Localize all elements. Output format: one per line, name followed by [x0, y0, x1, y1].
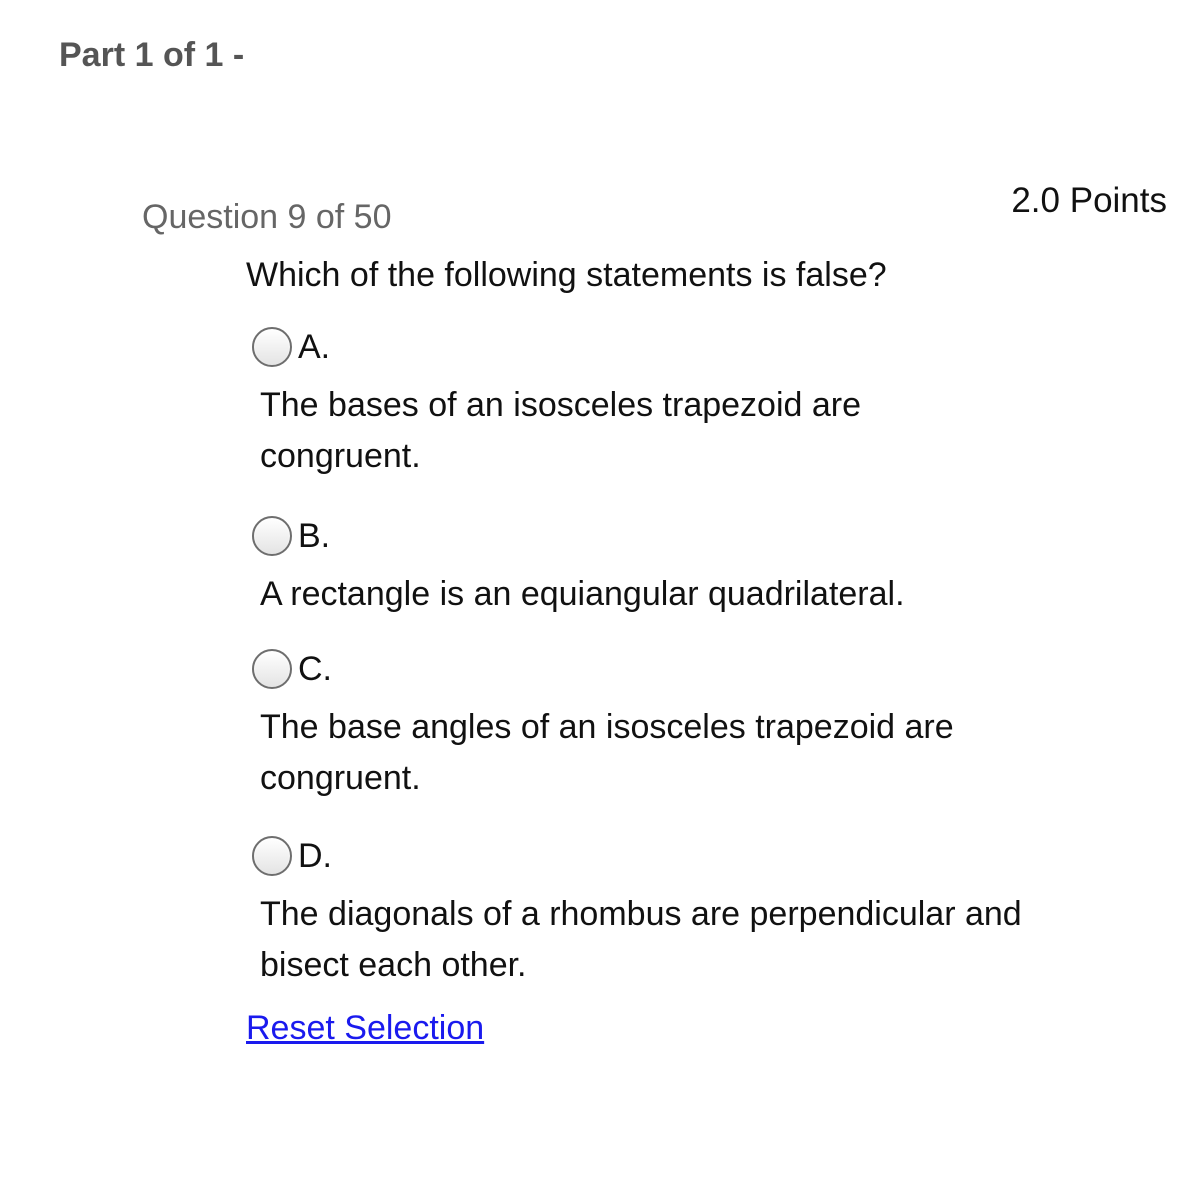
- answer-option-a[interactable]: [252, 322, 960, 482]
- part-header: Part 1 of 1 -: [59, 36, 245, 74]
- option-d-header[interactable]: [252, 831, 1060, 881]
- radio-button-d[interactable]: [252, 836, 292, 876]
- question-counter: Question 9 of 50: [142, 198, 392, 236]
- answer-option-c[interactable]: [252, 644, 1060, 804]
- option-c-header[interactable]: [252, 644, 1060, 694]
- answer-option-d[interactable]: [252, 831, 1060, 991]
- option-b-text: A rectangle is an equiangular quadrilateral.: [260, 575, 905, 613]
- option-a-letter: A.: [298, 327, 331, 366]
- radio-button-c[interactable]: [252, 649, 292, 689]
- radio-button-b[interactable]: [252, 516, 292, 556]
- radio-button-a[interactable]: [252, 327, 292, 367]
- answer-option-b[interactable]: [252, 511, 1020, 620]
- option-c-text: The base angles of an isosceles trapezoid are congruent.: [260, 708, 954, 797]
- reset-selection-link[interactable]: Reset Selection: [246, 1009, 485, 1047]
- points-value: 2.0 Points: [1011, 181, 1167, 220]
- option-a-text: The bases of an isosceles trapezoid are congruent.: [260, 386, 862, 475]
- option-d-text: The diagonals of a rhombus are perpendicular and bisect each other.: [260, 895, 1022, 984]
- option-a-header[interactable]: [252, 322, 960, 372]
- question-prompt: Which of the following statements is false?: [246, 256, 887, 294]
- option-c-letter: C.: [298, 649, 332, 688]
- option-b-header[interactable]: [252, 511, 1020, 561]
- option-d-letter: D.: [298, 836, 332, 875]
- option-b-letter: B.: [298, 516, 331, 555]
